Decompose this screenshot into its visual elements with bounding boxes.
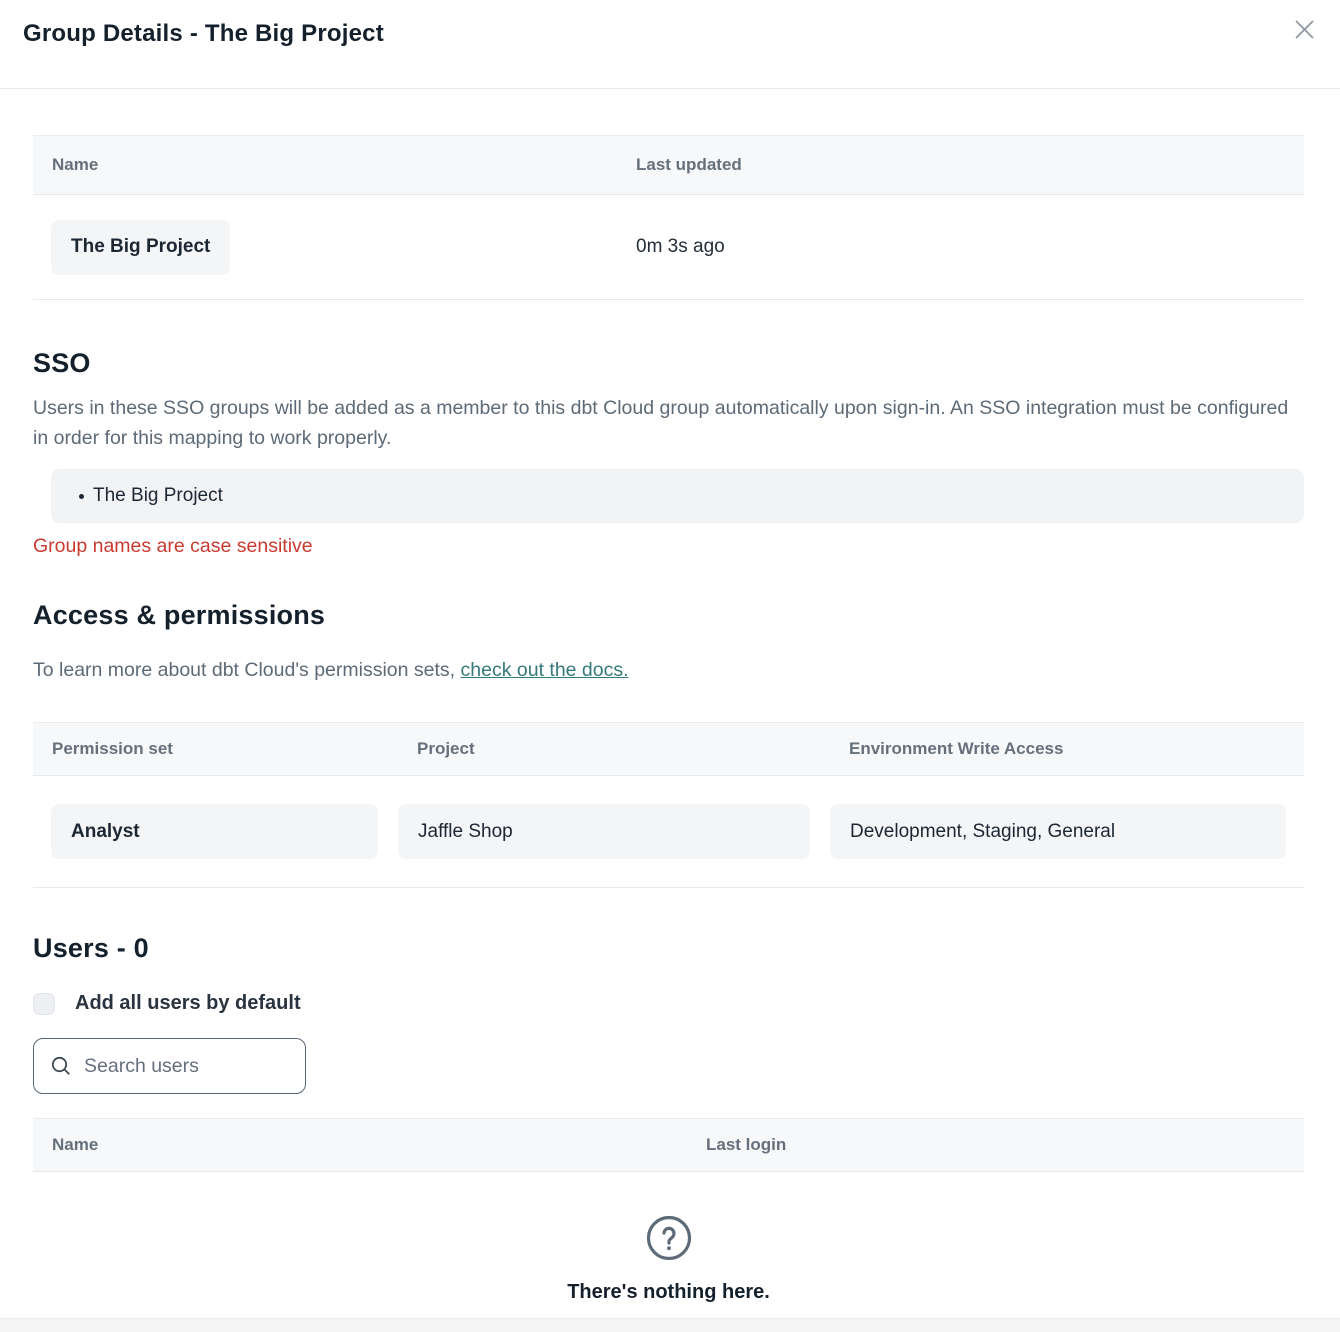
- group-table-header-last-updated: Last updated: [636, 155, 742, 174]
- permissions-table: [33, 722, 1304, 888]
- search-users-box[interactable]: [33, 1038, 306, 1094]
- permissions-header-permission-set: Permission set: [52, 739, 173, 758]
- environment-write-access-chip: Development, Staging, General: [830, 804, 1286, 859]
- group-table-header-row: [33, 135, 1304, 195]
- permissions-header-environment-write-access: Environment Write Access: [849, 739, 1064, 758]
- add-all-users-checkbox[interactable]: [33, 993, 55, 1015]
- page-title: Group Details - The Big Project: [23, 20, 384, 47]
- empty-state-text: There's nothing here.: [567, 1281, 770, 1303]
- sso-description: Users in these SSO groups will be added as a member to this dbt Cloud group automatically upon sign-in. An SSO integration must be configured in order for this mapping to work properly.: [33, 397, 1289, 449]
- users-header-last-login: Last login: [706, 1135, 787, 1154]
- group-name-chip: The Big Project: [51, 220, 230, 275]
- table-row: [33, 195, 1304, 300]
- group-last-updated-value: 0m 3s ago: [636, 236, 725, 257]
- empty-state: [33, 1214, 1304, 1304]
- permissions-header-project: Project: [417, 739, 475, 758]
- search-users-input[interactable]: [84, 1055, 274, 1078]
- close-icon: [1293, 18, 1316, 44]
- add-all-users-label: Add all users by default: [75, 992, 301, 1014]
- bottom-edge-band: [0, 1318, 1340, 1332]
- close-button[interactable]: [1290, 17, 1318, 45]
- docs-link[interactable]: check out the docs.: [460, 659, 629, 681]
- permissions-table-header-row: [33, 722, 1304, 776]
- modal-header: [0, 0, 1340, 89]
- modal-content: [0, 135, 1340, 1304]
- question-circle-icon: [645, 1214, 693, 1267]
- bullet-icon: [79, 494, 84, 499]
- sso-heading: SSO: [33, 348, 91, 378]
- users-table: [33, 1118, 1304, 1172]
- group-summary-table: [33, 135, 1304, 300]
- users-header-name: Name: [52, 1135, 99, 1154]
- access-permissions-heading: Access & permissions: [33, 600, 326, 630]
- users-heading: Users - 0: [33, 933, 149, 963]
- permission-set-chip: Analyst: [51, 804, 378, 859]
- access-description: [33, 655, 1304, 685]
- table-row: [33, 776, 1304, 888]
- add-all-users-row: [33, 992, 1304, 1015]
- sso-group-name: The Big Project: [93, 485, 223, 506]
- access-description-text: To learn more about dbt Cloud's permission sets,: [33, 659, 461, 681]
- project-chip: Jaffle Shop: [398, 804, 810, 859]
- search-icon: [50, 1055, 72, 1077]
- sso-group-item: [51, 469, 1304, 523]
- group-table-header-name: Name: [52, 155, 99, 174]
- case-sensitive-warning: Group names are case sensitive: [33, 535, 313, 557]
- users-table-header-row: [33, 1118, 1304, 1172]
